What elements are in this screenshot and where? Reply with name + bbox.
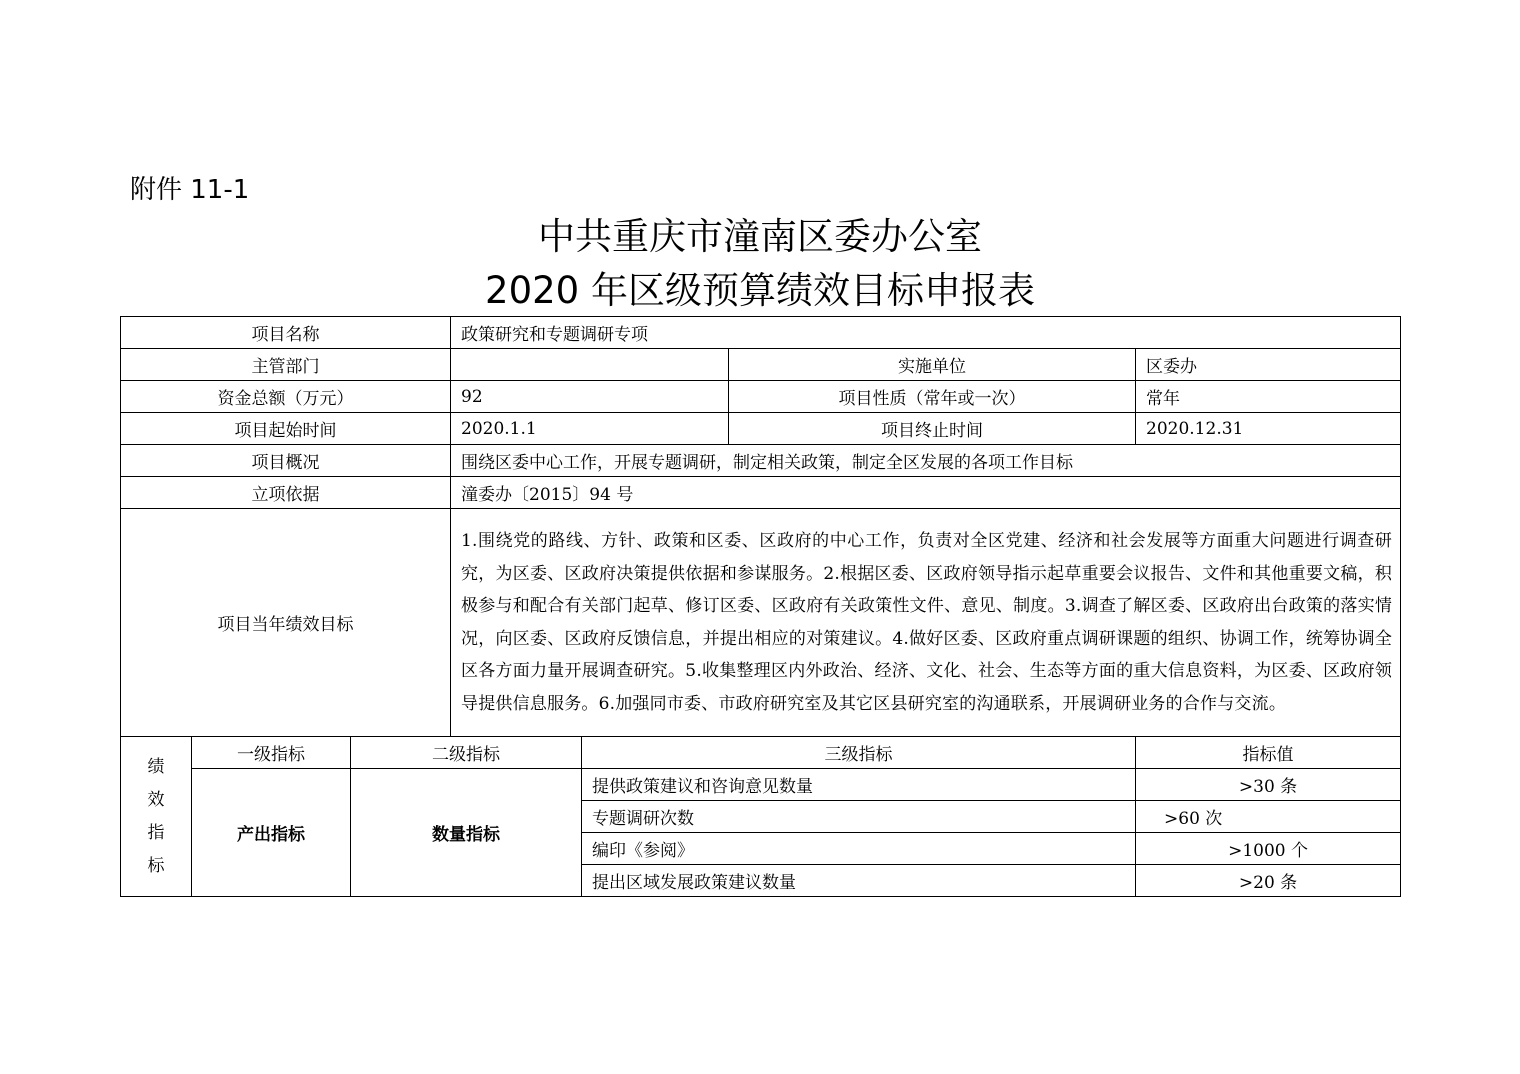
project-name-label: 项目名称 xyxy=(121,317,451,349)
fund-label: 资金总额（万元） xyxy=(121,381,451,413)
nature-value: 常年 xyxy=(1136,381,1401,413)
col-value-header: 指标值 xyxy=(1136,737,1401,769)
start-time-label: 项目起始时间 xyxy=(121,413,451,445)
dept-value xyxy=(451,349,729,381)
fund-value: 92 xyxy=(451,381,729,413)
row-indicator-header xyxy=(121,737,1401,769)
side-char: 标 xyxy=(147,855,165,876)
goal-label: 项目当年绩效目标 xyxy=(121,509,451,737)
start-time-value: 2020.1.1 xyxy=(451,413,729,445)
level1-output: 产出指标 xyxy=(192,769,351,897)
row-project-name xyxy=(121,317,1401,349)
col-level2-header: 二级指标 xyxy=(351,737,582,769)
indicator-name: 提出区域发展政策建议数量 xyxy=(582,865,1136,897)
page-title-line-1: 中共重庆市潼南区委办公室 xyxy=(538,215,982,258)
side-char: 效 xyxy=(147,789,165,810)
row-goal xyxy=(121,509,1401,737)
row-time xyxy=(121,413,1401,445)
row-basis xyxy=(121,477,1401,509)
overview-value: 围绕区委中心工作，开展专题调研，制定相关政策，制定全区发展的各项工作目标 xyxy=(451,445,1401,477)
end-time-value: 2020.12.31 xyxy=(1136,413,1401,445)
budget-performance-table xyxy=(120,316,1401,897)
goal-value: 1.围绕党的路线、方针、政策和区委、区政府的中心工作，负责对全区党建、经济和社会发展等方面重大问题进行调查研究，为区委、区政府决策提供依据和参谋服务。2.根据区委、区政府领导指示起草重要会议报告、文件和其他重要文稿，积极参与和配合有关部门起草、修订区委、区政府有关政策性文件、意见、制度。3.调查了解区委、区政府出台政策的落实情况，向区委、区政府反馈信息，并提出相应的对策建议。4.做好区委、区政府重点调研课题的组织、协调工作，统筹协调全区各方面力量开展调查研究。5.收集整理区内外政治、经济、文化、社会、生态等方面的重大信息资料，为区委、区政府领导提供信息服务。6.加强同市委、市政府研究室及其它区县研究室的沟通联系，开展调研业务的合作与交流。 xyxy=(451,509,1401,737)
overview-label: 项目概况 xyxy=(121,445,451,477)
impl-unit-value: 区委办 xyxy=(1136,349,1401,381)
dept-label: 主管部门 xyxy=(121,349,451,381)
row-fund xyxy=(121,381,1401,413)
page-title-line-2: 2020 年区级预算绩效目标申报表 xyxy=(485,269,1035,312)
nature-label: 项目性质（常年或一次） xyxy=(729,381,1136,413)
row-department xyxy=(121,349,1401,381)
row-overview xyxy=(121,445,1401,477)
table-row xyxy=(121,769,1401,801)
indicator-name: 编印《参阅》 xyxy=(582,833,1136,865)
indicator-value: >20 条 xyxy=(1136,865,1401,897)
side-char: 绩 xyxy=(147,756,165,777)
col-level3-header: 三级指标 xyxy=(582,737,1136,769)
side-char: 指 xyxy=(147,822,165,843)
basis-value: 潼委办〔2015〕94 号 xyxy=(451,477,1401,509)
indicator-value: >60 次 xyxy=(1136,801,1401,833)
basis-label: 立项依据 xyxy=(121,477,451,509)
indicator-value: >30 条 xyxy=(1136,769,1401,801)
level2-quantity: 数量指标 xyxy=(351,769,582,897)
indicator-name: 专题调研次数 xyxy=(582,801,1136,833)
col-level1-header: 一级指标 xyxy=(192,737,351,769)
indicator-value: >1000 个 xyxy=(1136,833,1401,865)
attachment-label: 附件 11-1 xyxy=(130,175,250,205)
indicator-name: 提供政策建议和咨询意见数量 xyxy=(582,769,1136,801)
project-name-value: 政策研究和专题调研专项 xyxy=(451,317,1401,349)
indicator-side-label xyxy=(121,737,192,897)
end-time-label: 项目终止时间 xyxy=(729,413,1136,445)
impl-unit-label: 实施单位 xyxy=(729,349,1136,381)
